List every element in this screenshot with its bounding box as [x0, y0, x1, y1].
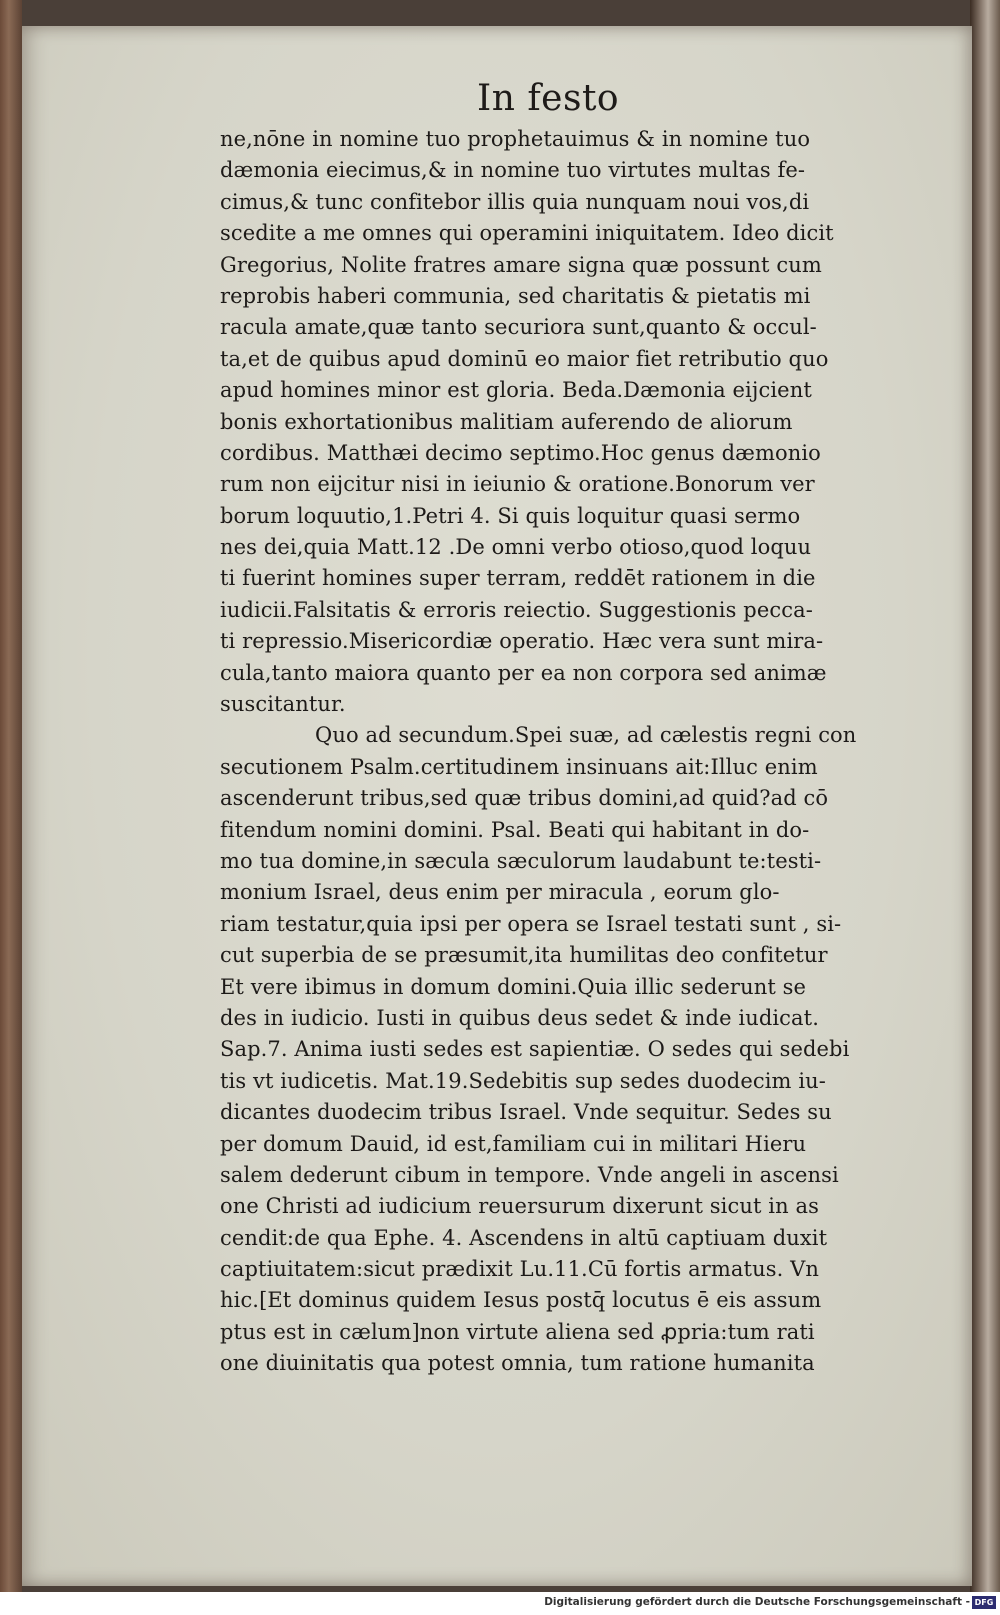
- book-page: [22, 26, 972, 1586]
- dfg-logo: DFG: [972, 1596, 996, 1609]
- text-line: borum loquutio,1.Petri 4. Si quis loquitur quasi sermo: [220, 503, 801, 528]
- text-line: racula amate,quæ tanto securiora sunt,quanto & occul-: [220, 315, 817, 340]
- text-line: hic.[Et dominus quidem Iesus postq̄ locutus ē eis assum: [220, 1288, 822, 1313]
- text-line: one Christi ad iudicium reuersurum dixerunt sicut in as: [220, 1194, 820, 1219]
- text-line: tis vt iudicetis. Mat.19.Sedebitis sup sedes duodecim iu-: [220, 1068, 826, 1093]
- text-line: riam testatur,quia ipsi per opera se Israel testati sunt , si-: [220, 911, 842, 936]
- funding-credit: Digitalisierung gefördert durch die Deutsche Forschungsgemeinschaft -: [544, 1596, 970, 1608]
- text-line: fitendum nomini domini. Psal. Beati qui habitant in do-: [220, 817, 810, 842]
- text-line: scedite a me omnes qui operamini iniquitatem. Ideo dicit: [220, 221, 834, 246]
- text-line: Quo ad secundum.Spei suæ, ad cælestis regni con: [315, 723, 857, 748]
- text-line: iudicii.Falsitatis & erroris reiectio. Suggestionis pecca-: [220, 597, 813, 622]
- text-line: ne,nōne in nomine tuo prophetauimus & in nomine tuo: [220, 127, 811, 151]
- text-line: ti repressio.Misericordiæ operatio. Hæc vera sunt mira-: [220, 629, 824, 654]
- book-cover-left-edge: [0, 0, 22, 1592]
- text-line: salem dederunt cibum in tempore. Vnde angeli in ascensi: [220, 1162, 839, 1187]
- text-line: reprobis haberi communia, sed charitatis & pietatis mi: [220, 283, 811, 308]
- text-line: apud homines minor est gloria. Beda.Dæmonia eijcient: [220, 378, 812, 403]
- text-line: cut superbia de se præsumit,ita humilitas deo confitetur: [220, 943, 828, 968]
- text-line: one diuinitatis qua potest omnia, tum ratione humanita: [220, 1351, 815, 1376]
- text-line: dicantes duodecim tribus Israel. Vnde sequitur. Sedes su: [220, 1100, 832, 1125]
- text-line: des in iudicio. Iusti in quibus deus sedet & inde iudicat.: [220, 1005, 819, 1030]
- text-line: nes dei,quia Matt.12 .De omni verbo otioso,quod loquu: [220, 535, 812, 560]
- text-line: ti fuerint homines super terram, reddēt rationem in die: [220, 566, 816, 591]
- text-line: captiuitatem:sicut prædixit Lu.11.Cū fortis armatus. Vn: [220, 1257, 820, 1282]
- text-line: cula,tanto maiora quanto per ea non corpora sed animæ: [220, 660, 827, 685]
- text-line: Sap.7. Anima iusti sedes est sapientiæ. O sedes qui sedebi: [220, 1037, 850, 1062]
- text-line: suscitantur.: [220, 692, 346, 717]
- footer-bar: [0, 1592, 1000, 1615]
- text-line: rum non eijcitur nisi in ieiunio & oratione.Bonorum ver: [220, 472, 815, 497]
- text-line: monium Israel, deus enim per miracula , eorum glo-: [220, 880, 780, 905]
- text-line: mo tua domine,in sæcula sæculorum laudabunt te:testi-: [220, 848, 822, 873]
- text-block: [220, 124, 950, 1380]
- running-head: In festo: [477, 78, 620, 119]
- text-line: ptus est in cælum]non virtute aliena sed ꝓpria:tum rati: [220, 1319, 815, 1344]
- text-line: Et vere ibimus in domum domini.Quia illic sederunt se: [220, 974, 807, 999]
- text-line: dæmonia eiecimus,& in nomine tuo virtutes multas fe-: [220, 158, 806, 183]
- text-line: cordibus. Matthæi decimo septimo.Hoc genus dæmonio: [220, 440, 821, 465]
- text-line: ta,et de quibus apud dominū eo maior fiet retributio quo: [220, 346, 829, 371]
- text-line: Gregorius, Nolite fratres amare signa quæ possunt cum: [220, 252, 822, 277]
- text-line: bonis exhortationibus malitiam auferendo de aliorum: [220, 409, 793, 434]
- text-line: cimus,& tunc confitebor illis quia nunquam noui vos,di: [220, 189, 810, 214]
- text-line: ascenderunt tribus,sed quæ tribus domini,ad quid?ad cō: [220, 786, 829, 811]
- text-line: per domum Dauid, id est,familiam cui in militari Hieru: [220, 1131, 807, 1156]
- text-line: cendit:de qua Ephe. 4. Ascendens in altū captiuam duxit: [220, 1225, 828, 1250]
- text-line: secutionem Psalm.certitudinem insinuans ait:Illuc enim: [220, 754, 818, 779]
- book-cover-right-edge: [970, 0, 1000, 1592]
